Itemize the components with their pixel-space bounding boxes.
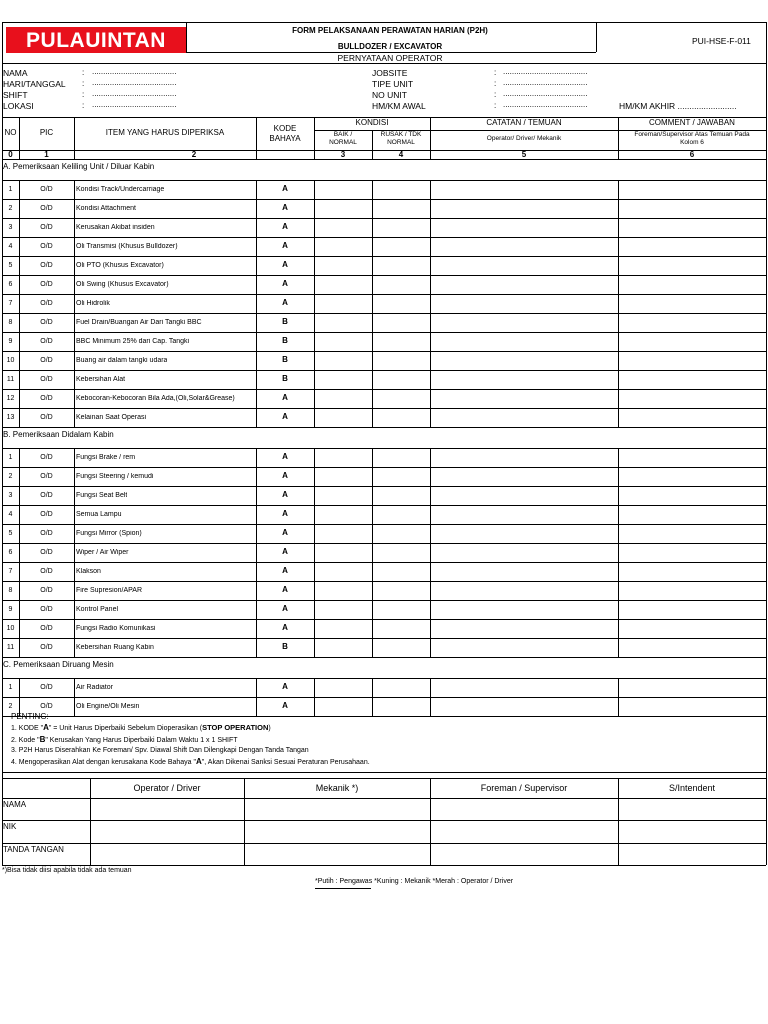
row-pic: O/D <box>40 606 53 613</box>
signature-row-label: TANDA TANGAN <box>3 845 64 854</box>
comment-cell[interactable] <box>619 371 765 388</box>
catatan-cell[interactable] <box>431 352 617 369</box>
row-item: BBC Minimum 25% dari Cap. Tangki <box>76 338 190 345</box>
signature-cell[interactable] <box>245 844 429 864</box>
signature-row-label: NIK <box>3 822 17 831</box>
field-value-line[interactable]: ...................................... <box>92 67 177 76</box>
rusak-cell[interactable] <box>373 352 429 369</box>
row-pic: O/D <box>40 262 53 269</box>
field-label-right-2: NO UNIT <box>372 90 407 100</box>
col-header-catatan: CATATAN / TEMUAN <box>486 118 562 127</box>
row-pic: O/D <box>40 473 53 480</box>
row-number: 10 <box>6 357 15 364</box>
note-2: 2. Kode "B" Kerusakan Yang Harus Diperbaiki Dalam Waktu 1 x 1 SHIFT <box>11 735 238 744</box>
signature-col-header: Foreman / Supervisor <box>480 783 568 793</box>
baik-cell[interactable] <box>315 698 371 715</box>
row-pic: O/D <box>40 395 53 402</box>
comment-cell[interactable] <box>619 219 765 236</box>
row-item: Fungsi Mirror (Spion) <box>76 530 142 537</box>
row-hazard-code: A <box>282 566 288 575</box>
copy-distribution-note: *Putih : Pengawas *Kuning : Mekanik *Merah : Operator / Driver <box>315 878 514 885</box>
row-hazard-code: A <box>282 279 288 288</box>
row-item: Fire Supresion/APAR <box>76 587 143 594</box>
row-number: 4 <box>8 511 13 518</box>
rusak-cell[interactable] <box>373 295 429 312</box>
row-hazard-code: A <box>282 509 288 518</box>
catatan-cell[interactable] <box>431 506 617 523</box>
col-number: 2 <box>191 150 197 159</box>
row-hazard-code: B <box>282 642 288 651</box>
catatan-cell[interactable] <box>431 620 617 637</box>
row-number: 6 <box>8 549 13 556</box>
row-item: Kebersihan Alat <box>76 376 126 383</box>
row-hazard-code: B <box>282 336 288 345</box>
baik-cell[interactable] <box>315 390 371 407</box>
catatan-cell[interactable] <box>431 314 617 331</box>
comment-cell[interactable] <box>619 295 765 312</box>
row-pic: O/D <box>40 414 53 421</box>
row-hazard-code: A <box>282 490 288 499</box>
baik-cell[interactable] <box>315 544 371 561</box>
rusak-cell[interactable] <box>373 371 429 388</box>
signature-col-header: Mekanik *) <box>315 783 359 793</box>
field-colon: : <box>494 68 497 77</box>
row-number: 5 <box>8 262 13 269</box>
row-item: Kontrol Panel <box>76 606 119 613</box>
field-value-line[interactable]: ...................................... <box>92 89 177 98</box>
rusak-cell[interactable] <box>373 506 429 523</box>
row-number: 1 <box>8 684 13 691</box>
comment-cell[interactable] <box>619 276 765 293</box>
baik-cell[interactable] <box>315 181 371 198</box>
row-number: 2 <box>8 205 13 212</box>
rusak-cell[interactable] <box>373 238 429 255</box>
section-title: B. Pemeriksaan Didalam Kabin <box>3 430 114 439</box>
row-number: 2 <box>8 473 13 480</box>
rusak-cell[interactable] <box>373 409 429 426</box>
col-number: 3 <box>340 150 346 159</box>
row-number: 11 <box>6 644 15 651</box>
catatan-cell[interactable] <box>431 295 617 312</box>
catatan-cell[interactable] <box>431 544 617 561</box>
row-pic: O/D <box>40 684 53 691</box>
rusak-cell[interactable] <box>373 679 429 696</box>
rusak-cell[interactable] <box>373 582 429 599</box>
catatan-cell[interactable] <box>431 390 617 407</box>
catatan-cell[interactable] <box>431 200 617 217</box>
comment-cell[interactable] <box>619 468 765 485</box>
field-value-line[interactable]: ...................................... <box>503 67 588 76</box>
row-pic: O/D <box>40 568 53 575</box>
row-pic: O/D <box>40 357 53 364</box>
row-item: Air Radiator <box>76 684 113 691</box>
row-pic: O/D <box>40 281 53 288</box>
catatan-cell[interactable] <box>431 679 617 696</box>
rusak-cell[interactable] <box>373 468 429 485</box>
rusak-cell[interactable] <box>373 487 429 504</box>
row-pic: O/D <box>40 492 53 499</box>
row-number: 12 <box>6 395 15 402</box>
col-header-item: ITEM YANG HARUS DIPERIKSA <box>105 128 225 137</box>
signature-cell[interactable] <box>431 799 617 819</box>
catatan-cell[interactable] <box>431 582 617 599</box>
form-title: FORM PELAKSANAAN PERAWATAN HARIAN (P2H) <box>292 26 488 35</box>
row-number: 11 <box>6 376 15 383</box>
row-item: Fuel Drain/Buangan Air Dari Tangki BBC <box>76 319 202 326</box>
baik-cell[interactable] <box>315 582 371 599</box>
catatan-cell[interactable] <box>431 468 617 485</box>
note-1: 1. KODE "A" = Unit Harus Diperbaiki Sebelum Dioperasikan (STOP OPERATION) <box>11 723 271 732</box>
comment-cell[interactable] <box>619 601 765 618</box>
row-item: Kebersihan Ruang Kabin <box>76 644 154 651</box>
baik-cell[interactable] <box>315 679 371 696</box>
col-header-bahaya: BAHAYA <box>269 134 301 143</box>
rusak-cell[interactable] <box>373 276 429 293</box>
col-header-baik: BAIK / <box>333 131 353 138</box>
row-pic: O/D <box>40 549 53 556</box>
catatan-cell[interactable] <box>431 371 617 388</box>
baik-cell[interactable] <box>315 333 371 350</box>
rusak-cell[interactable] <box>373 314 429 331</box>
row-item: Fungsi Steering / kemudi <box>76 473 154 480</box>
signature-col-header: S/Intendent <box>668 783 716 793</box>
comment-cell[interactable] <box>619 200 765 217</box>
row-item: Oli Transmisi (Khusus Bulldozer) <box>76 243 178 250</box>
field-label-0: NAMA <box>3 68 28 78</box>
comment-cell[interactable] <box>619 409 765 426</box>
field-colon: : <box>82 101 85 110</box>
field-value-line[interactable]: ...................................... <box>503 78 588 87</box>
baik-cell[interactable] <box>315 563 371 580</box>
row-hazard-code: A <box>282 701 288 710</box>
comment-cell[interactable] <box>619 544 765 561</box>
section-title: A. Pemeriksaan Keliling Unit / Diluar Kabin <box>3 162 155 171</box>
field-colon: : <box>82 90 85 99</box>
row-item: Oli Hidrolik <box>76 300 110 307</box>
comment-cell[interactable] <box>619 506 765 523</box>
baik-cell[interactable] <box>315 352 371 369</box>
rusak-cell[interactable] <box>373 219 429 236</box>
comment-cell[interactable] <box>619 620 765 637</box>
baik-cell[interactable] <box>315 506 371 523</box>
catatan-cell[interactable] <box>431 449 617 466</box>
row-pic: O/D <box>40 243 53 250</box>
row-pic: O/D <box>40 703 53 710</box>
baik-cell[interactable] <box>315 449 371 466</box>
col-header-pic: PIC <box>39 128 54 137</box>
field-value-line[interactable]: ...................................... <box>503 100 588 109</box>
baik-cell[interactable] <box>315 620 371 637</box>
signature-row-label: NAMA <box>3 800 27 809</box>
comment-cell[interactable] <box>619 390 765 407</box>
baik-cell[interactable] <box>315 200 371 217</box>
baik-cell[interactable] <box>315 219 371 236</box>
rusak-cell[interactable] <box>373 257 429 274</box>
catatan-cell[interactable] <box>431 525 617 542</box>
row-number: 9 <box>8 606 13 613</box>
comment-cell[interactable] <box>619 582 765 599</box>
rusak-cell[interactable] <box>373 200 429 217</box>
comment-cell[interactable] <box>619 257 765 274</box>
catatan-cell[interactable] <box>431 639 617 656</box>
col-header-kondisi: KONDISI <box>355 118 389 127</box>
row-hazard-code: A <box>282 203 288 212</box>
rusak-cell[interactable] <box>373 544 429 561</box>
comment-cell[interactable] <box>619 679 765 696</box>
baik-cell[interactable] <box>315 314 371 331</box>
col-header-comment-sub: Foreman/Supervisor Atas Temuan Pada <box>634 131 750 138</box>
row-item: Kondisi Attachment <box>76 205 136 212</box>
field-colon: : <box>82 79 85 88</box>
col-number: 6 <box>689 150 695 159</box>
row-hazard-code: B <box>282 355 288 364</box>
row-item: Fungsi Radio Komunikasi <box>76 625 156 632</box>
company-logo: PULAUINTAN <box>6 27 186 53</box>
row-hazard-code: A <box>282 585 288 594</box>
field-label-1: HARI/TANGGAL <box>3 79 66 89</box>
field-label-2: SHIFT <box>3 90 28 100</box>
row-number: 5 <box>8 530 13 537</box>
field-colon: : <box>494 101 497 110</box>
comment-cell[interactable] <box>619 525 765 542</box>
rusak-cell[interactable] <box>373 698 429 715</box>
catatan-cell[interactable] <box>431 409 617 426</box>
baik-cell[interactable] <box>315 238 371 255</box>
baik-cell[interactable] <box>315 601 371 618</box>
row-number: 9 <box>8 338 13 345</box>
row-hazard-code: A <box>282 471 288 480</box>
row-item: Fungsi Brake / rem <box>76 454 136 461</box>
row-item: Kelainan Saat Operasi <box>76 414 147 421</box>
field-colon: : <box>82 68 85 77</box>
row-number: 1 <box>8 186 13 193</box>
rusak-cell[interactable] <box>373 333 429 350</box>
col-header-kode: KODE <box>273 124 297 133</box>
rusak-cell[interactable] <box>373 563 429 580</box>
note-3: 3. P2H Harus Diserahkan Ke Foreman/ Spv. Diawal Shift Dan Dilengkapi Dengan Tanda Tangan <box>11 747 309 754</box>
rusak-cell[interactable] <box>373 525 429 542</box>
field-value-line[interactable]: ...................................... <box>92 100 177 109</box>
row-item: Fungsi Seat Belt <box>76 492 128 499</box>
catatan-cell[interactable] <box>431 487 617 504</box>
row-item: Kebocoran-Kebocoran Bila Ada,(Oli,Solar&Grease) <box>76 395 235 402</box>
row-item: Klakson <box>76 568 101 575</box>
comment-cell[interactable] <box>619 449 765 466</box>
row-pic: O/D <box>40 454 53 461</box>
baik-cell[interactable] <box>315 257 371 274</box>
row-number: 7 <box>8 568 13 575</box>
row-number: 2 <box>8 703 13 710</box>
catatan-cell[interactable] <box>431 276 617 293</box>
baik-cell[interactable] <box>315 639 371 656</box>
row-pic: O/D <box>40 224 53 231</box>
catatan-cell[interactable] <box>431 257 617 274</box>
signature-col-header: Operator / Driver <box>133 783 201 793</box>
row-pic: O/D <box>40 376 53 383</box>
field-colon: : <box>494 90 497 99</box>
row-pic: O/D <box>40 300 53 307</box>
col-header-comment: COMMENT / JAWABAN <box>649 118 735 127</box>
notes-title: PENTING: <box>11 712 49 721</box>
field-value-line[interactable]: ...................................... <box>503 89 588 98</box>
catatan-cell[interactable] <box>431 181 617 198</box>
row-number: 8 <box>8 587 13 594</box>
comment-cell[interactable] <box>619 314 765 331</box>
catatan-cell[interactable] <box>431 601 617 618</box>
field-label-right-1: TIPE UNIT <box>372 79 414 89</box>
row-item: Oli Engine/Oli Mesin <box>76 703 140 710</box>
catatan-cell[interactable] <box>431 238 617 255</box>
row-pic: O/D <box>40 625 53 632</box>
catatan-cell[interactable] <box>431 563 617 580</box>
form-subtitle: BULLDOZER / EXCAVATOR <box>337 42 443 51</box>
baik-cell[interactable] <box>315 525 371 542</box>
col-header-no: NO <box>4 128 17 137</box>
baik-cell[interactable] <box>315 371 371 388</box>
row-item: Wiper / Air Wiper <box>76 549 129 556</box>
signature-cell[interactable] <box>91 799 243 819</box>
row-number: 1 <box>8 454 13 461</box>
catatan-cell[interactable] <box>431 333 617 350</box>
field-label-right-0: JOBSITE <box>372 68 408 78</box>
row-pic: O/D <box>40 511 53 518</box>
signature-cell[interactable] <box>619 844 765 864</box>
baik-cell[interactable] <box>315 468 371 485</box>
row-number: 6 <box>8 281 13 288</box>
field-value-line[interactable]: ...................................... <box>92 78 177 87</box>
row-hazard-code: A <box>282 682 288 691</box>
row-number: 3 <box>8 224 13 231</box>
note-4: 4. Mengoperasikan Alat dengan kerusakana Kode Bahaya "A", Akan Dikenai Sanksi Sesuai Peraturan Perusahaan. <box>11 757 370 766</box>
rusak-cell[interactable] <box>373 390 429 407</box>
signature-cell[interactable] <box>91 844 243 864</box>
col-number: 5 <box>521 150 527 159</box>
field-label-3: LOKASI <box>3 101 34 111</box>
baik-cell[interactable] <box>315 409 371 426</box>
catatan-cell[interactable] <box>431 698 617 715</box>
row-hazard-code: A <box>282 184 288 193</box>
comment-cell[interactable] <box>619 563 765 580</box>
row-pic: O/D <box>40 186 53 193</box>
footer-note: *)Bisa tidak diisi apabila tidak ada temuan <box>2 867 132 874</box>
rusak-cell[interactable] <box>373 639 429 656</box>
comment-cell[interactable] <box>619 352 765 369</box>
baik-cell[interactable] <box>315 295 371 312</box>
col-header-rusak: RUSAK / TDK <box>380 131 422 138</box>
col-header-comment-sub-2: Kolom 6 <box>680 139 704 146</box>
row-number: 3 <box>8 492 13 499</box>
rusak-cell[interactable] <box>373 620 429 637</box>
row-item: Oli Swing (Khusus Excavator) <box>76 281 169 288</box>
row-number: 10 <box>6 625 15 632</box>
row-hazard-code: A <box>282 547 288 556</box>
col-number: 4 <box>398 150 404 159</box>
row-pic: O/D <box>40 530 53 537</box>
row-number: 13 <box>6 414 15 421</box>
row-number: 4 <box>8 243 13 250</box>
row-hazard-code: B <box>282 317 288 326</box>
row-item: Oli PTO (Khusus Excavator) <box>76 262 164 269</box>
row-pic: O/D <box>40 338 53 345</box>
row-item: Kerusakan Akibat insiden <box>76 224 155 231</box>
operator-statement-heading: PERNYATAAN OPERATOR <box>337 53 443 63</box>
section-title: C. Pemeriksaan Diruang Mesin <box>3 660 114 669</box>
row-hazard-code: A <box>282 623 288 632</box>
field-colon: : <box>494 79 497 88</box>
row-hazard-code: A <box>282 241 288 250</box>
row-hazard-code: A <box>282 393 288 402</box>
signature-cell[interactable] <box>619 821 765 842</box>
row-hazard-code: A <box>282 260 288 269</box>
hm-km-akhir-field[interactable]: HM/KM AKHIR ......................... <box>619 101 737 111</box>
comment-cell[interactable] <box>619 333 765 350</box>
row-item: Kondisi Track/Undercarriage <box>76 186 165 193</box>
signature-cell[interactable] <box>431 821 617 842</box>
comment-cell[interactable] <box>619 698 765 715</box>
row-number: 8 <box>8 319 13 326</box>
row-item: Buang air dalam tangki udara <box>76 357 168 364</box>
signature-cell[interactable] <box>245 799 429 819</box>
comment-cell[interactable] <box>619 238 765 255</box>
field-label-right-3: HM/KM AWAL <box>372 101 426 111</box>
col-number: 0 <box>8 150 13 159</box>
row-number: 7 <box>8 300 13 307</box>
row-item: Semua Lampu <box>76 511 122 518</box>
row-pic: O/D <box>40 644 53 651</box>
row-pic: O/D <box>40 205 53 212</box>
rusak-cell[interactable] <box>373 449 429 466</box>
catatan-cell[interactable] <box>431 219 617 236</box>
row-pic: O/D <box>40 319 53 326</box>
signature-cell[interactable] <box>431 844 617 864</box>
comment-cell[interactable] <box>619 639 765 656</box>
row-hazard-code: A <box>282 604 288 613</box>
row-pic: O/D <box>40 587 53 594</box>
comment-cell[interactable] <box>619 181 765 198</box>
signature-cell[interactable] <box>91 821 243 842</box>
baik-cell[interactable] <box>315 487 371 504</box>
col-header-catatan-sub: Operator/ Driver/ Mekanik <box>486 135 562 142</box>
row-hazard-code: A <box>282 222 288 231</box>
row-hazard-code: A <box>282 412 288 421</box>
comment-cell[interactable] <box>619 487 765 504</box>
row-hazard-code: A <box>282 528 288 537</box>
row-hazard-code: A <box>282 298 288 307</box>
rusak-cell[interactable] <box>373 181 429 198</box>
col-header-rusak-2: NORMAL <box>387 139 415 146</box>
rusak-cell[interactable] <box>373 601 429 618</box>
baik-cell[interactable] <box>315 276 371 293</box>
col-number: 1 <box>44 150 49 159</box>
col-header-baik-2: NORMAL <box>329 139 357 146</box>
row-hazard-code: A <box>282 452 288 461</box>
row-hazard-code: B <box>282 374 288 383</box>
signature-cell[interactable] <box>619 799 765 819</box>
document-code: PUI-HSE-F-011 <box>692 36 751 46</box>
signature-cell[interactable] <box>245 821 429 842</box>
